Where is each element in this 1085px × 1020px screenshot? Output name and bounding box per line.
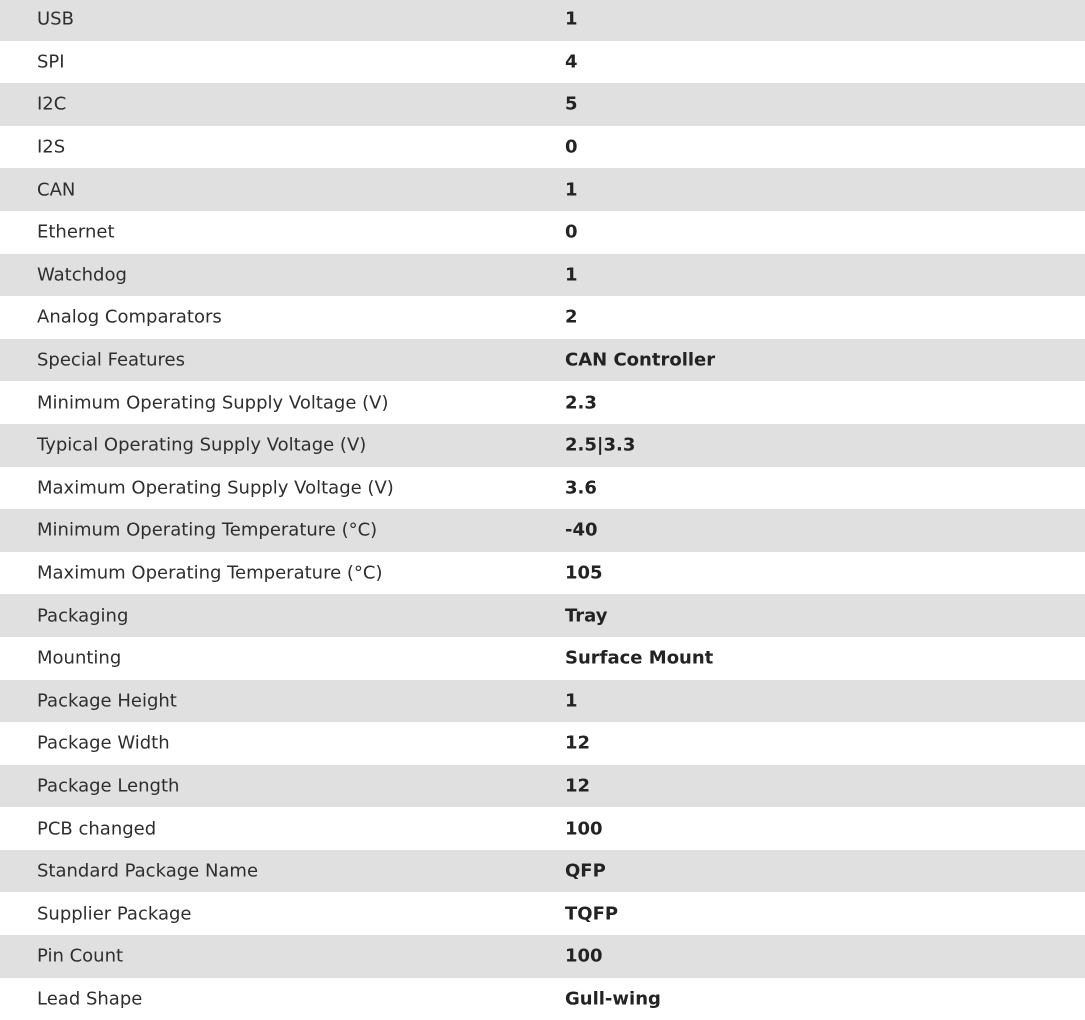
spec-value: TQFP <box>565 903 619 925</box>
table-row <box>0 807 1085 850</box>
spec-value: 1 <box>565 8 578 30</box>
spec-label: SPI <box>37 51 65 73</box>
spec-label: Pin Count <box>37 945 124 967</box>
spec-label: Mounting <box>37 647 122 669</box>
spec-label: Analog Comparators <box>37 306 222 328</box>
spec-label: PCB changed <box>37 818 157 840</box>
table-row <box>0 211 1085 254</box>
table-row <box>0 722 1085 765</box>
spec-label: CAN <box>37 179 76 201</box>
spec-value: 0 <box>565 221 578 243</box>
spec-value: 100 <box>565 818 603 840</box>
table-row <box>0 765 1085 808</box>
spec-label: Standard Package Name <box>37 860 259 882</box>
spec-label: Maximum Operating Temperature (°C) <box>37 562 383 584</box>
spec-label: Lead Shape <box>37 988 143 1010</box>
spec-value: Gull-wing <box>565 988 661 1010</box>
spec-label: Minimum Operating Supply Voltage (V) <box>37 392 389 414</box>
table-row <box>0 83 1085 126</box>
table-row <box>0 339 1085 382</box>
spec-value: 2.3 <box>565 392 597 414</box>
spec-label: Package Width <box>37 732 170 754</box>
spec-value: 105 <box>565 562 603 584</box>
spec-label: Ethernet <box>37 221 115 243</box>
table-row <box>0 424 1085 467</box>
table-row <box>0 850 1085 893</box>
spec-value: 3.6 <box>565 477 597 499</box>
spec-label: Minimum Operating Temperature (°C) <box>37 519 378 541</box>
spec-value: 2.5|3.3 <box>565 434 636 456</box>
spec-label: Special Features <box>37 349 185 371</box>
table-row <box>0 935 1085 978</box>
spec-label: Maximum Operating Supply Voltage (V) <box>37 477 394 499</box>
table-row <box>0 168 1085 211</box>
table-row <box>0 680 1085 723</box>
table-row <box>0 892 1085 935</box>
spec-value: QFP <box>565 860 606 882</box>
table-row <box>0 594 1085 637</box>
spec-value: 1 <box>565 690 578 712</box>
spec-label: Supplier Package <box>37 903 192 925</box>
spec-label: Watchdog <box>37 264 127 286</box>
spec-label: Typical Operating Supply Voltage (V) <box>37 434 367 456</box>
table-row <box>0 552 1085 595</box>
table-row <box>0 509 1085 552</box>
spec-label: Package Height <box>37 690 177 712</box>
spec-label: I2S <box>37 136 66 158</box>
table-row <box>0 637 1085 680</box>
spec-label: Package Length <box>37 775 180 797</box>
table-row <box>0 467 1085 510</box>
table-row <box>0 254 1085 297</box>
spec-label: I2C <box>37 93 67 115</box>
table-row <box>0 0 1085 41</box>
table-row <box>0 978 1085 1020</box>
spec-value: 1 <box>565 179 578 201</box>
spec-value: 2 <box>565 306 578 328</box>
spec-value: -40 <box>565 519 598 541</box>
spec-value: 100 <box>565 945 603 967</box>
table-row <box>0 126 1085 169</box>
spec-value: CAN Controller <box>565 349 716 371</box>
table-row <box>0 41 1085 84</box>
spec-value: Surface Mount <box>565 647 714 669</box>
spec-value: 0 <box>565 136 578 158</box>
spec-value: 4 <box>565 51 578 73</box>
spec-value: 12 <box>565 732 591 754</box>
spec-label: Packaging <box>37 605 129 627</box>
spec-value: 5 <box>565 93 578 115</box>
table-row <box>0 381 1085 424</box>
spec-value: 12 <box>565 775 591 797</box>
spec-label: USB <box>37 8 74 30</box>
spec-value: 1 <box>565 264 578 286</box>
table-row <box>0 296 1085 339</box>
spec-value: Tray <box>565 605 608 627</box>
